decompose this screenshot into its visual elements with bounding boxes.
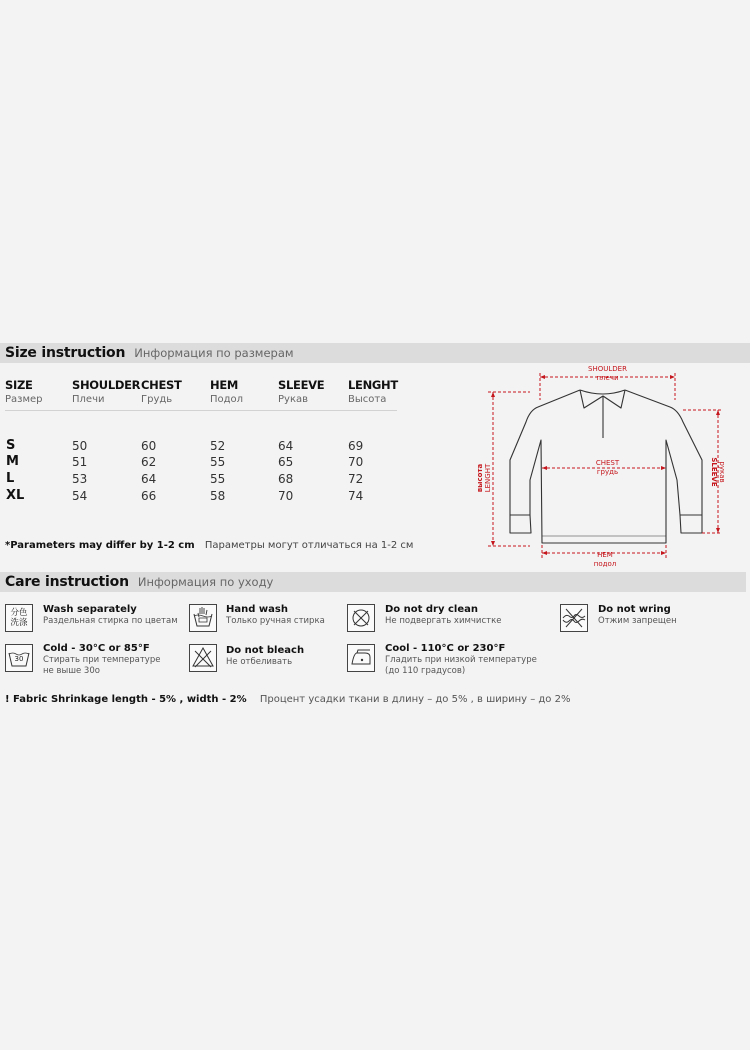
parameters-note-en: *Parameters may differ by 1-2 cm (5, 540, 195, 551)
column-header-sleeve: SLEEVE (278, 378, 325, 392)
care-label-low-iron: Cool - 110°C or 230°F (385, 643, 506, 654)
cell-length: 74 (348, 489, 364, 503)
care-desc-no-bleach: Не отбеливать (226, 657, 293, 667)
wash-30-icon-text: 30 (14, 655, 24, 663)
cell-hem: 52 (210, 439, 226, 453)
fabric-shrinkage-en: ! Fabric Shrinkage length - 5% , width - 2% (5, 694, 247, 705)
wash-separately-icon-text: 分色 洗涤 (10, 608, 28, 628)
row-size-xl: XL (6, 488, 25, 503)
care-label-no-wring: Do not wring (598, 604, 671, 615)
parameters-note-ru: Параметры могут отличаться на 1-2 см (204, 540, 414, 551)
fabric-shrinkage-note (5, 694, 570, 705)
length-label (476, 458, 492, 498)
column-header-length: LENGHT (348, 378, 398, 392)
sleeve-label-ru: рукав (718, 461, 726, 483)
wash-30-icon (5, 644, 33, 672)
no-wring-icon (560, 604, 588, 632)
cell-sleeve: 68 (278, 472, 294, 486)
column-header-shoulder-ru: Плечи (72, 394, 105, 405)
care-label-hand-wash: Hand wash (226, 604, 288, 615)
garment-measurement-diagram (470, 360, 740, 575)
cell-hem: 58 (210, 489, 226, 503)
size-table (0, 375, 400, 515)
shoulder-label (585, 365, 630, 383)
column-header-sleeve-ru: Рукав (278, 394, 309, 405)
cell-shoulder: 54 (72, 489, 88, 503)
care-desc-no-wring: Отжим запрещен (598, 616, 677, 626)
care-label-wash-separately: Wash separately (43, 604, 137, 615)
row-size-m: M (6, 454, 19, 469)
cell-chest: 64 (141, 472, 157, 486)
size-instruction-title: Size instruction (5, 345, 126, 361)
column-header-size: SIZE (5, 378, 33, 392)
low-iron-icon (347, 644, 375, 672)
shoulder-label-en: SHOULDER (588, 365, 627, 373)
cell-chest: 62 (141, 455, 157, 469)
care-desc-low-iron: Гладить при низкой температуре (до 110 градусов) (385, 655, 537, 676)
wash-separately-icon (5, 604, 33, 632)
cell-sleeve: 70 (278, 489, 294, 503)
column-header-shoulder: SHOULDER (72, 378, 141, 392)
hem-label (585, 551, 625, 569)
care-label-wash-30: Cold - 30°C or 85°F (43, 643, 150, 654)
row-size-s: S (6, 438, 16, 453)
column-header-size-ru: Размер (5, 394, 43, 405)
hem-label-ru: подол (593, 560, 617, 568)
column-header-length-ru: Высота (348, 394, 387, 405)
column-header-hem-ru: Подол (210, 394, 244, 405)
cell-chest: 60 (141, 439, 157, 453)
size-instruction-subtitle: Информация по размерам (134, 346, 294, 360)
cell-length: 72 (348, 472, 364, 486)
cell-length: 69 (348, 439, 364, 453)
cell-shoulder: 53 (72, 472, 88, 486)
care-desc-wash-30: Стирать при температуре не выше 30о (43, 655, 161, 676)
shoulder-label-ru: плечи (596, 374, 619, 382)
cell-shoulder: 51 (72, 455, 88, 469)
sleeve-label (710, 452, 726, 492)
row-size-l: L (6, 471, 15, 486)
care-instruction-header (0, 572, 746, 592)
hand-wash-icon (189, 604, 217, 632)
care-desc-hand-wash: Только ручная стирка (226, 616, 325, 626)
length-label-ru: высота (476, 463, 484, 493)
cell-sleeve: 65 (278, 455, 294, 469)
parameters-note (5, 540, 413, 551)
no-bleach-icon (189, 644, 217, 672)
care-instruction-subtitle: Информация по уходу (137, 575, 274, 589)
cell-hem: 55 (210, 472, 226, 486)
chest-label-en: CHEST (595, 459, 620, 467)
chest-label (585, 459, 630, 477)
chest-label-ru: грудь (596, 468, 619, 476)
cell-sleeve: 64 (278, 439, 294, 453)
no-dry-clean-icon (347, 604, 375, 632)
cell-length: 70 (348, 455, 364, 469)
care-desc-no-dry-clean: Не подвергать химчистке (385, 616, 502, 626)
care-label-no-dry-clean: Do not dry clean (385, 604, 478, 615)
column-header-hem: HEM (210, 378, 239, 392)
column-header-chest: CHEST (141, 378, 182, 392)
fabric-shrinkage-ru: Процент усадки ткани в длину – до 5% , в ширину – до 2% (259, 694, 571, 705)
column-header-chest-ru: Грудь (141, 394, 173, 405)
care-instruction-title: Care instruction (5, 574, 129, 590)
header-divider (5, 410, 397, 411)
sleeve-label-en: SLEEVE (710, 457, 718, 487)
hem-label-en: HEM (597, 551, 613, 559)
cell-chest: 66 (141, 489, 157, 503)
cell-hem: 55 (210, 455, 226, 469)
length-label-en: LENGHT (484, 463, 492, 493)
cell-shoulder: 50 (72, 439, 88, 453)
care-desc-wash-separately: Раздельная стирка по цветам (43, 616, 178, 626)
care-label-no-bleach: Do not bleach (226, 645, 305, 656)
